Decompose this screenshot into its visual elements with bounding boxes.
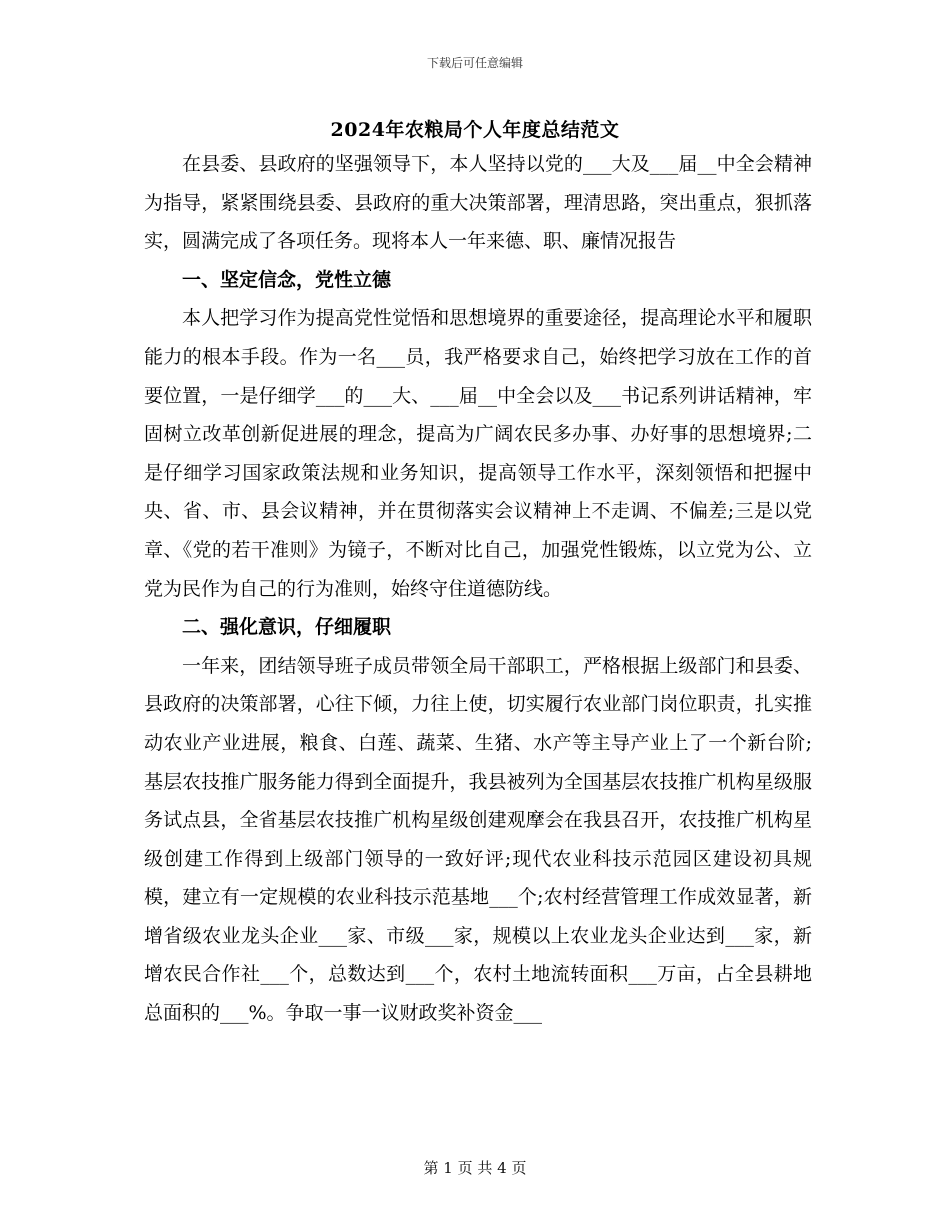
page-footer: 第 1 页 共 4 页 [423,1159,527,1177]
document-body [144,145,812,1033]
section-2-heading: 二、强化意识，仔细履职 [182,616,392,639]
section-1-heading: 一、坚定信念，党性立德 [182,268,392,291]
section-2-paragraph: 一年来，团结领导班子成员带领全局干部职工，严格根据上级部门和县委、县政府的决策部署，心往下倾，力往上使，切实履行农业部门岗位职责，扎实推动农业产业进展，粮食、白莲、蔬菜、生猪、水产等主导产业上了一个新台阶;基层农技推广服务能力得到全面提升，我县被列为全国基层农技推广机构星级服务试点县，全省基层农技推广机构星级创建观摩会在我县召开，农技推广机构星级创建工作得到上级部门领导的一致好评;现代农业科技示范园区建设初具规模，建立有一定规模的农业科技示范基地___个;农村经营管理工作成效显著，新增省级农业龙头企业___家、市级___家，规模以上农业龙头企业达到___家，新增农民合作社___个，总数达到___个，农村土地流转面积___万亩，占全县耕地总面积的___%。争取一事一议财政奖补资金___ [144,654,812,1025]
document-title: 2024年农粮局个人年度总结范文 [330,119,620,141]
intro-paragraph: 在县委、县政府的坚强领导下，本人坚持以党的___大及___届__中全会精神为指导，紧紧围绕县委、县政府的重大决策部署，理清思路，突出重点，狠抓落实，圆满完成了各项任务。现将本人一年来德、职、廉情况报告 [144,153,812,253]
page-header-note: 下载后可任意编辑 [426,56,523,70]
section-1-paragraph: 本人把学习作为提高党性觉悟和思想境界的重要途径，提高理论水平和履职能力的根本手段。作为一名___员，我严格要求自己，始终把学习放在工作的首要位置，一是仔细学___的___大、___届__中全会以及___书记系列讲话精神，牢固树立改革创新促进展的理念，提高为广阔农民多办事、办好事的思想境界;二是仔细学习国家政策法规和业务知识，提高领导工作水平，深刻领悟和把握中央、省、市、县会议精神，并在贯彻落实会议精神上不走调、不偏差;三是以党章、《党的若干准则》为镜子，不断对比自己，加强党性锻炼，以立党为公、立党为民作为自己的行为准则，始终守住道德防线。 [144,307,812,600]
